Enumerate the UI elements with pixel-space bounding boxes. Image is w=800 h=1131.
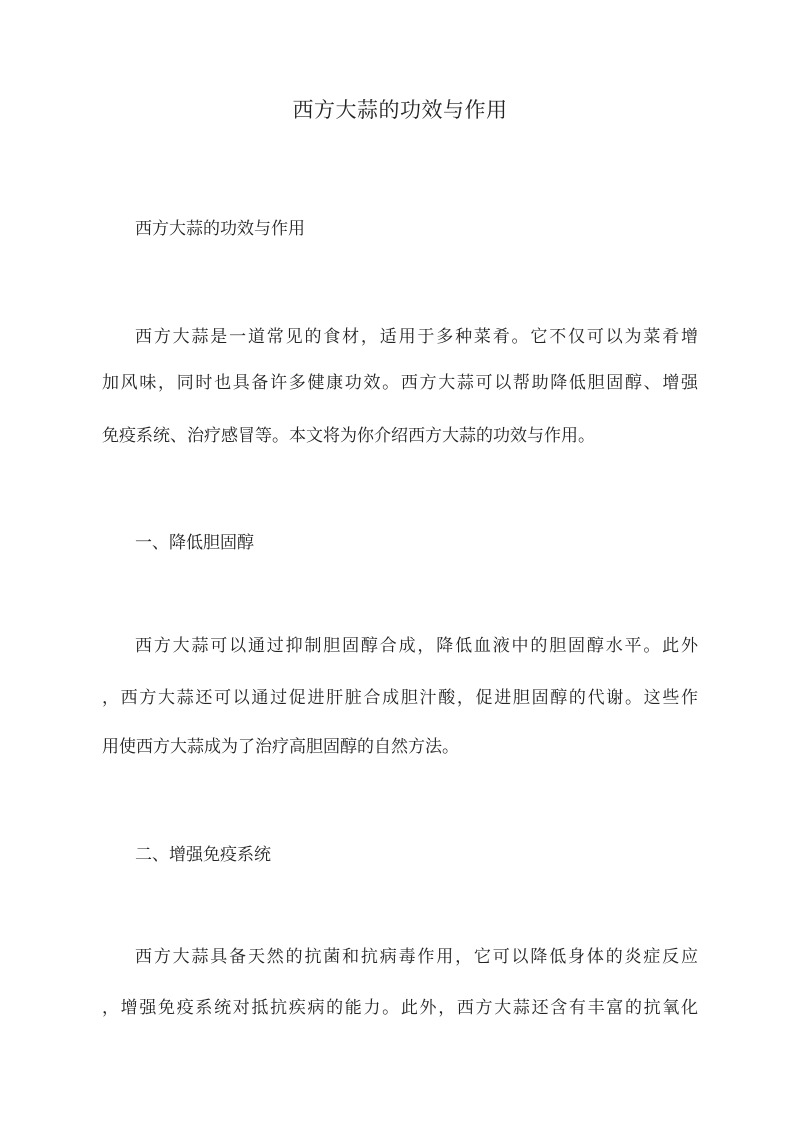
intro-line-2: 加风味，同时也具备许多健康功效。西方大蒜可以帮助降低胆固醇、增强 xyxy=(102,373,698,393)
intro-line-3: 免疫系统、治疗感冒等。本文将为你介绍西方大蒜的功效与作用。 xyxy=(102,426,595,446)
section-2-line-1: 西方大蒜具备天然的抗菌和抗病毒作用，它可以降低身体的炎症反应 xyxy=(135,947,698,967)
section-1-line-2: ，西方大蒜还可以通过促进肝脏合成胆汁酸，促进胆固醇的代谢。这些作 xyxy=(102,688,698,708)
section-1-line-1: 西方大蒜可以通过抑制胆固醇合成，降低血液中的胆固醇水平。此外 xyxy=(135,636,698,656)
section-heading-1: 一、降低胆固醇 xyxy=(135,533,254,553)
intro-line-1: 西方大蒜是一道常见的食材，适用于多种菜肴。它不仅可以为菜肴增 xyxy=(135,327,698,347)
section-1-line-3: 用使西方大蒜成为了治疗高胆固醇的自然方法。 xyxy=(102,737,459,757)
document-subtitle: 西方大蒜的功效与作用 xyxy=(135,219,305,239)
document-title: 西方大蒜的功效与作用 xyxy=(292,98,508,122)
section-2-line-2: ，增强免疫系统对抵抗疾病的能力。此外，西方大蒜还含有丰富的抗氧化 xyxy=(102,998,698,1018)
section-heading-2: 二、增强免疫系统 xyxy=(135,845,271,865)
